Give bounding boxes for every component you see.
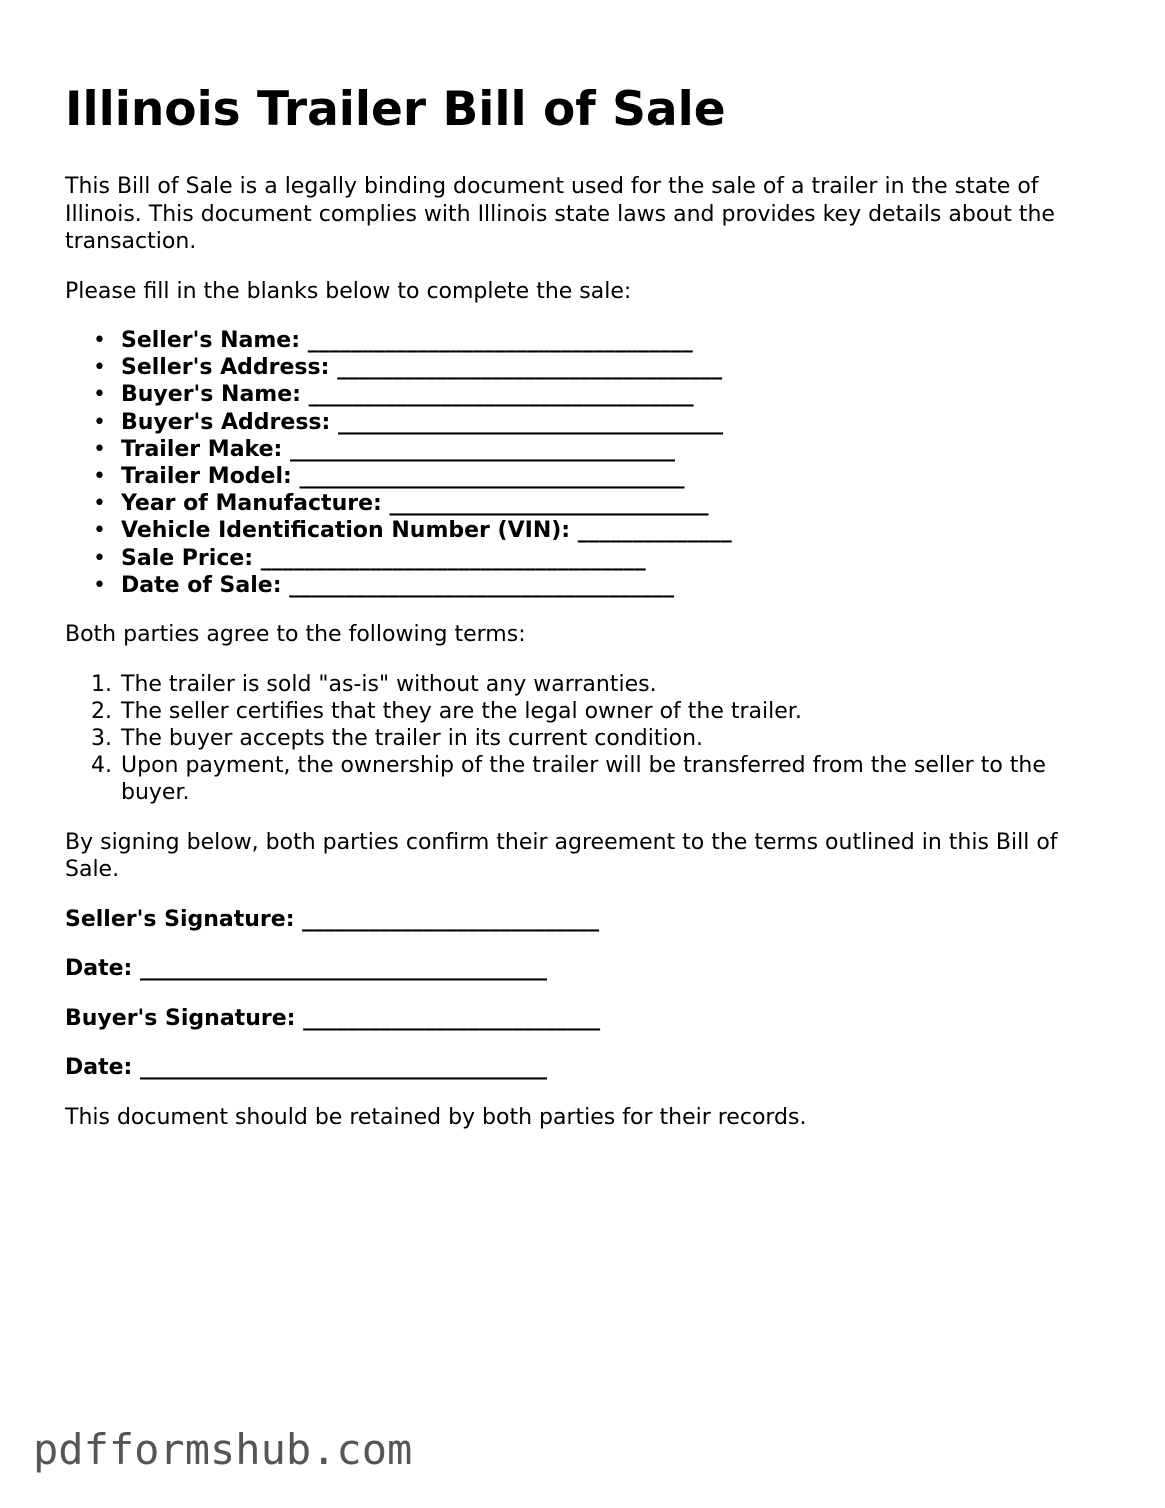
field-blank[interactable]: ___________________________________ [307, 328, 693, 353]
seller-signature-line [65, 906, 1105, 934]
sale-fields-list [65, 327, 1105, 599]
term-text: The seller certifies that they are the legal owner of the trailer. [121, 698, 802, 724]
term-text: The trailer is sold "as-is" without any warranties. [121, 671, 657, 697]
field-buyers-name [121, 381, 1105, 408]
date-label: Date: [65, 1055, 133, 1081]
signature-label: Seller's Signature: [65, 906, 295, 932]
field-blank[interactable]: ___________________________________ [337, 355, 723, 381]
document-page [65, 80, 1105, 1153]
date-blank[interactable]: _____________________________________ [140, 1055, 548, 1081]
field-sellers-name [121, 327, 1105, 354]
field-date-of-sale [121, 572, 1105, 599]
field-label: Seller's Name: [121, 328, 301, 353]
field-label: Buyer's Name: [121, 382, 301, 408]
field-blank[interactable]: ___________________________________ [337, 409, 723, 435]
field-label: Vehicle Identification Number (VIN): [121, 518, 571, 544]
term-number: 1. [91, 671, 112, 697]
term-text: The buyer accepts the trailer in its current condition. [121, 725, 704, 751]
field-label: Sale Price: [121, 545, 254, 571]
intro-paragraph: This Bill of Sale is a legally binding document used for the sale of a trailer in the state of Illinois. This document complies with Illinois state laws and provides key details about the transaction. [65, 174, 1055, 254]
instruction-paragraph: Please fill in the blanks below to complete the sale: [65, 278, 632, 304]
field-blank[interactable]: _____________________________ [389, 491, 709, 517]
field-trailer-model [121, 463, 1105, 490]
date-label: Date: [65, 956, 133, 982]
field-label: Buyer's Address: [121, 409, 331, 435]
date-blank[interactable]: _____________________________________ [140, 956, 548, 982]
field-blank[interactable]: ___________________________________ [260, 545, 646, 571]
field-sellers-address [121, 354, 1105, 381]
term-number: 3. [91, 725, 112, 751]
document-title: Illinois Trailer Bill of Sale [65, 82, 726, 137]
term-text: Upon payment, the ownership of the trailer will be transferred from the seller to the buyer. [121, 753, 1046, 806]
confirmation-paragraph: By signing below, both parties confirm their agreement to the terms outlined in this Bill of Sale. [65, 829, 1058, 883]
field-label: Trailer Model: [121, 464, 292, 490]
seller-date-line [65, 955, 1105, 983]
term-item [91, 671, 1105, 698]
field-vin [121, 517, 1105, 544]
field-blank[interactable]: ___________________________________ [289, 436, 675, 462]
field-trailer-make [121, 436, 1105, 463]
term-item [91, 752, 1105, 806]
field-label: Year of Manufacture: [121, 491, 382, 517]
watermark-text: pdfformshub.com [33, 1425, 413, 1474]
field-blank[interactable]: ___________________________________ [299, 464, 685, 490]
signature-blank[interactable]: ___________________________ [302, 906, 600, 932]
field-label: Date of Sale: [121, 572, 282, 598]
term-item [91, 725, 1105, 752]
signature-label: Buyer's Signature: [65, 1005, 296, 1031]
field-blank[interactable]: ______________ [577, 518, 732, 544]
signature-blank[interactable]: ___________________________ [303, 1005, 601, 1031]
buyer-date-line [65, 1054, 1105, 1082]
field-blank[interactable]: ___________________________________ [289, 572, 675, 598]
field-sale-price [121, 545, 1105, 572]
field-year-of-manufacture [121, 490, 1105, 517]
field-buyers-address [121, 409, 1105, 436]
terms-list [65, 671, 1105, 807]
terms-intro: Both parties agree to the following terms: [65, 622, 526, 648]
field-blank[interactable]: ___________________________________ [308, 382, 694, 408]
term-number: 4. [91, 753, 112, 779]
term-number: 2. [91, 698, 112, 724]
closing-paragraph: This document should be retained by both parties for their records. [65, 1104, 807, 1130]
field-label: Trailer Make: [121, 436, 283, 462]
term-item [91, 698, 1105, 725]
field-label: Seller's Address: [121, 355, 330, 381]
buyer-signature-line [65, 1005, 1105, 1033]
